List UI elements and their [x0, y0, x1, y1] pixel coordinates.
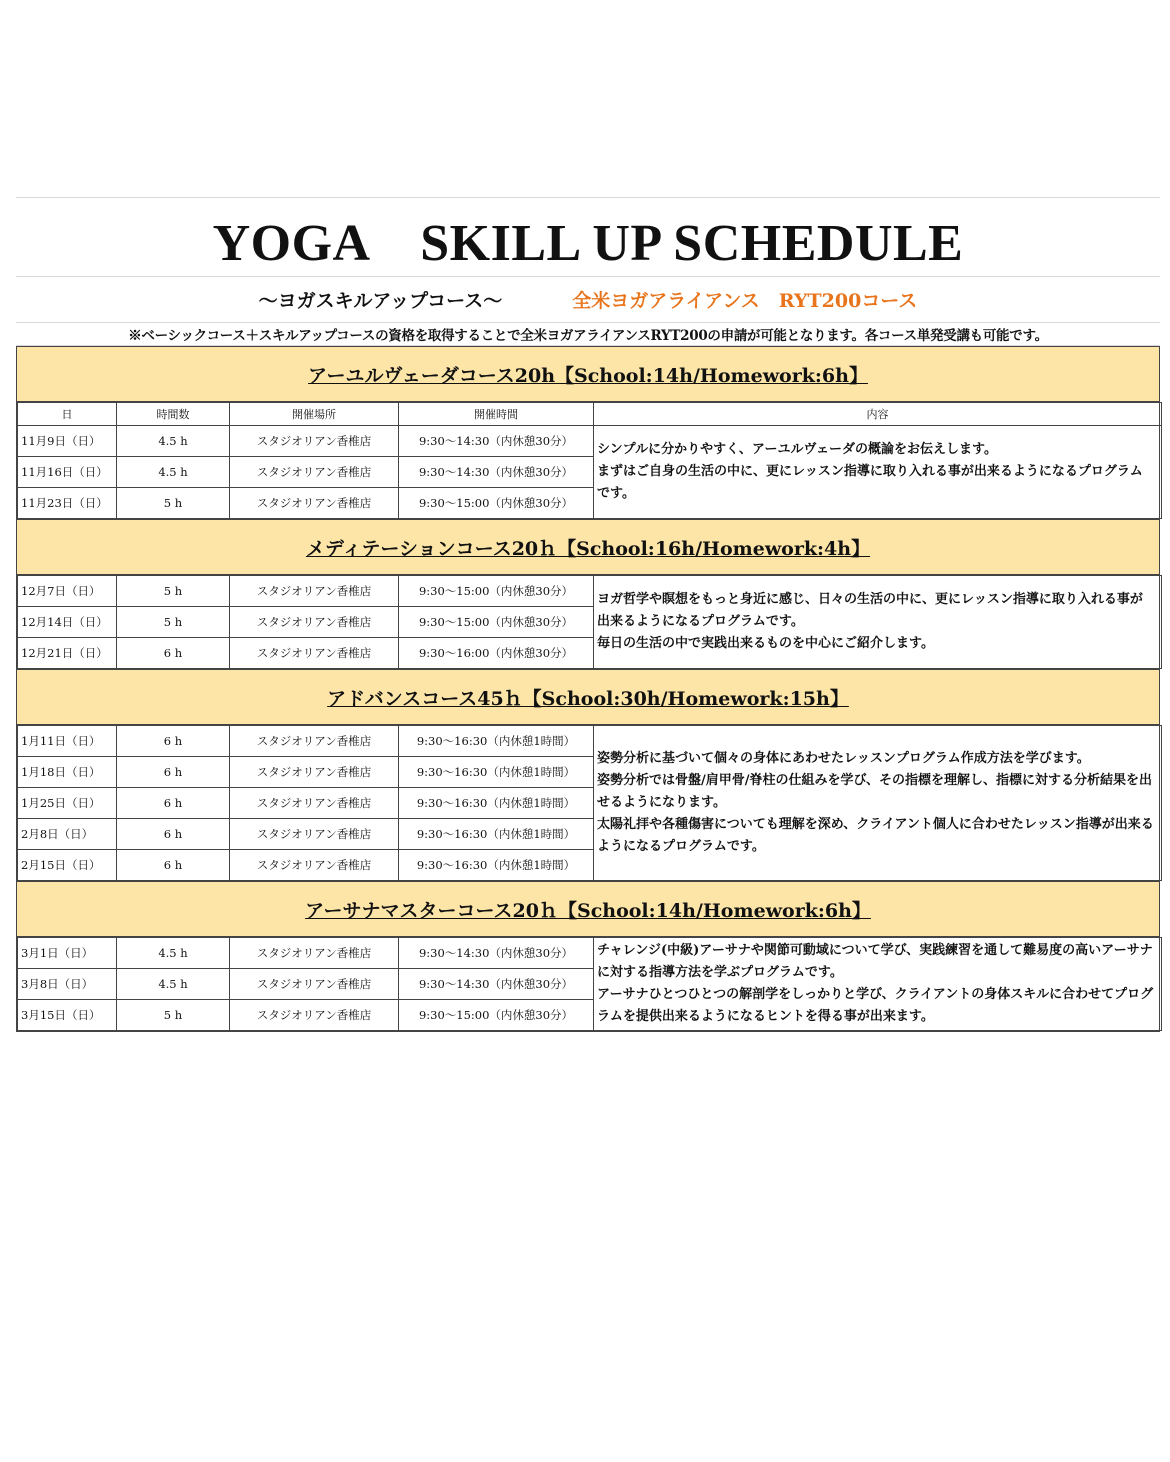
hours-cell: 5 h [117, 488, 230, 519]
date-cell: 1月25日（日） [18, 788, 117, 819]
place-cell: スタジオリアン香椎店 [230, 819, 399, 850]
date-cell: 11月9日（日） [18, 426, 117, 457]
hours-cell: 5 h [117, 1000, 230, 1031]
schedule-sheet [16, 197, 1160, 1032]
course-header [17, 346, 1159, 402]
time-cell: 9:30〜15:00（内休憩30分） [399, 576, 594, 607]
date-cell: 1月11日（日） [18, 726, 117, 757]
column-header: 開催時間 [399, 403, 594, 426]
description-line: 毎日の生活の中で実践出来るものを中心にご紹介します。 [597, 636, 934, 651]
place-cell: スタジオリアン香椎店 [230, 726, 399, 757]
course-header [17, 881, 1159, 937]
course-title: アドバンスコース45ｈ【School:30h/Homework:15h】 [327, 687, 849, 710]
date-cell: 2月15日（日） [18, 850, 117, 881]
time-cell: 9:30〜16:30（内休憩1時間） [399, 819, 594, 850]
place-cell: スタジオリアン香椎店 [230, 426, 399, 457]
description-cell [594, 726, 1162, 881]
time-cell: 9:30〜15:00（内休憩30分） [399, 488, 594, 519]
courses-container [16, 346, 1160, 1032]
course-title: メディテーションコース20ｈ【School:16h/Homework:4h】 [305, 537, 871, 560]
description-line: まずはご自身の生活の中に、更にレッスン指導に取り入れる事が出来るようになるプログラムです。 [597, 464, 1143, 501]
ryt200-subtitle: 全米ヨガアライアンス RYT200コース [572, 290, 918, 312]
time-cell: 9:30〜14:30（内休憩30分） [399, 938, 594, 969]
date-cell: 12月7日（日） [18, 576, 117, 607]
note-text: ※ベーシックコース＋スキルアップコースの資格を取得することで全米ヨガアライアンスRYT200の申請が可能となります。各コース単発受講も可能です。 [16, 323, 1160, 346]
course-header [17, 519, 1159, 575]
description-line: 姿勢分析では骨盤/肩甲骨/脊柱の仕組みを学び、その指標を理解し、指標に対する分析結果を出せるようになります。 [597, 773, 1152, 810]
hours-cell: 6 h [117, 638, 230, 669]
description-line: 太陽礼拝や各種傷害についても理解を深め、クライアント個人に合わせたレッスン指導が出来るようになるプログラムです。 [597, 817, 1154, 854]
place-cell: スタジオリアン香椎店 [230, 576, 399, 607]
date-cell: 2月8日（日） [18, 819, 117, 850]
date-cell: 1月18日（日） [18, 757, 117, 788]
course-subtitle: 〜ヨガスキルアップコース〜 [258, 290, 503, 312]
place-cell: スタジオリアン香椎店 [230, 1000, 399, 1031]
time-cell: 9:30〜14:30（内休憩30分） [399, 426, 594, 457]
date-cell: 12月21日（日） [18, 638, 117, 669]
time-cell: 9:30〜16:00（内休憩30分） [399, 638, 594, 669]
course-title: アーサナマスターコース20ｈ【School:14h/Homework:6h】 [305, 899, 871, 922]
place-cell: スタジオリアン香椎店 [230, 850, 399, 881]
place-cell: スタジオリアン香椎店 [230, 638, 399, 669]
date-cell: 3月1日（日） [18, 938, 117, 969]
time-cell: 9:30〜15:00（内休憩30分） [399, 1000, 594, 1031]
column-header: 時間数 [117, 403, 230, 426]
place-cell: スタジオリアン香椎店 [230, 457, 399, 488]
date-cell: 12月14日（日） [18, 607, 117, 638]
description-cell [594, 426, 1162, 519]
hours-cell: 6 h [117, 726, 230, 757]
hours-cell: 5 h [117, 576, 230, 607]
description-line: 姿勢分析に基づいて個々の身体にあわせたレッスンプログラム作成方法を学びます。 [597, 751, 1090, 766]
table-row [18, 938, 1162, 969]
course-table [17, 725, 1162, 881]
hours-cell: 6 h [117, 757, 230, 788]
subtitle-row [16, 277, 1160, 323]
course-header [17, 669, 1159, 725]
description-line: ヨガ哲学や瞑想をもっと身近に感じ、日々の生活の中に、更にレッスン指導に取り入れる事が出来るようになるプログラムです。 [597, 592, 1143, 629]
time-cell: 9:30〜14:30（内休憩30分） [399, 969, 594, 1000]
hours-cell: 4.5 h [117, 457, 230, 488]
time-cell: 9:30〜14:30（内休憩30分） [399, 457, 594, 488]
course-table [17, 402, 1162, 519]
time-cell: 9:30〜16:30（内休憩1時間） [399, 850, 594, 881]
place-cell: スタジオリアン香椎店 [230, 488, 399, 519]
page-title: YOGA SKILL UP SCHEDULE [16, 197, 1160, 277]
table-row [18, 576, 1162, 607]
course-title: アーユルヴェーダコース20h【School:14h/Homework:6h】 [308, 364, 868, 387]
place-cell: スタジオリアン香椎店 [230, 969, 399, 1000]
time-cell: 9:30〜16:30（内休憩1時間） [399, 726, 594, 757]
hours-cell: 6 h [117, 788, 230, 819]
description-line: アーサナひとつひとつの解剖学をしっかりと学び、クライアントの身体スキルに合わせてプログラムを提供出来るようになるヒントを得る事が出来ます。 [597, 987, 1154, 1024]
place-cell: スタジオリアン香椎店 [230, 757, 399, 788]
date-cell: 11月16日（日） [18, 457, 117, 488]
description-line: チャレンジ(中級)アーサナや関節可動域について学び、実践練習を通して難易度の高いアーサナに対する指導方法を学ぶプログラムです。 [597, 943, 1153, 980]
column-header: 開催場所 [230, 403, 399, 426]
date-cell: 3月8日（日） [18, 969, 117, 1000]
table-row [18, 426, 1162, 457]
hours-cell: 6 h [117, 819, 230, 850]
hours-cell: 4.5 h [117, 426, 230, 457]
place-cell: スタジオリアン香椎店 [230, 788, 399, 819]
column-header-row [18, 403, 1162, 426]
hours-cell: 5 h [117, 607, 230, 638]
time-cell: 9:30〜16:30（内休憩1時間） [399, 788, 594, 819]
hours-cell: 4.5 h [117, 969, 230, 1000]
table-row [18, 726, 1162, 757]
place-cell: スタジオリアン香椎店 [230, 607, 399, 638]
course-table [17, 937, 1162, 1031]
course-table [17, 575, 1162, 669]
place-cell: スタジオリアン香椎店 [230, 938, 399, 969]
description-cell [594, 576, 1162, 669]
date-cell: 11月23日（日） [18, 488, 117, 519]
column-header: 内容 [594, 403, 1162, 426]
hours-cell: 4.5 h [117, 938, 230, 969]
column-header: 日 [18, 403, 117, 426]
description-cell [594, 938, 1162, 1031]
time-cell: 9:30〜15:00（内休憩30分） [399, 607, 594, 638]
date-cell: 3月15日（日） [18, 1000, 117, 1031]
hours-cell: 6 h [117, 850, 230, 881]
description-line: シンプルに分かりやすく、アーユルヴェーダの概論をお伝えします。 [597, 442, 997, 457]
time-cell: 9:30〜16:30（内休憩1時間） [399, 757, 594, 788]
